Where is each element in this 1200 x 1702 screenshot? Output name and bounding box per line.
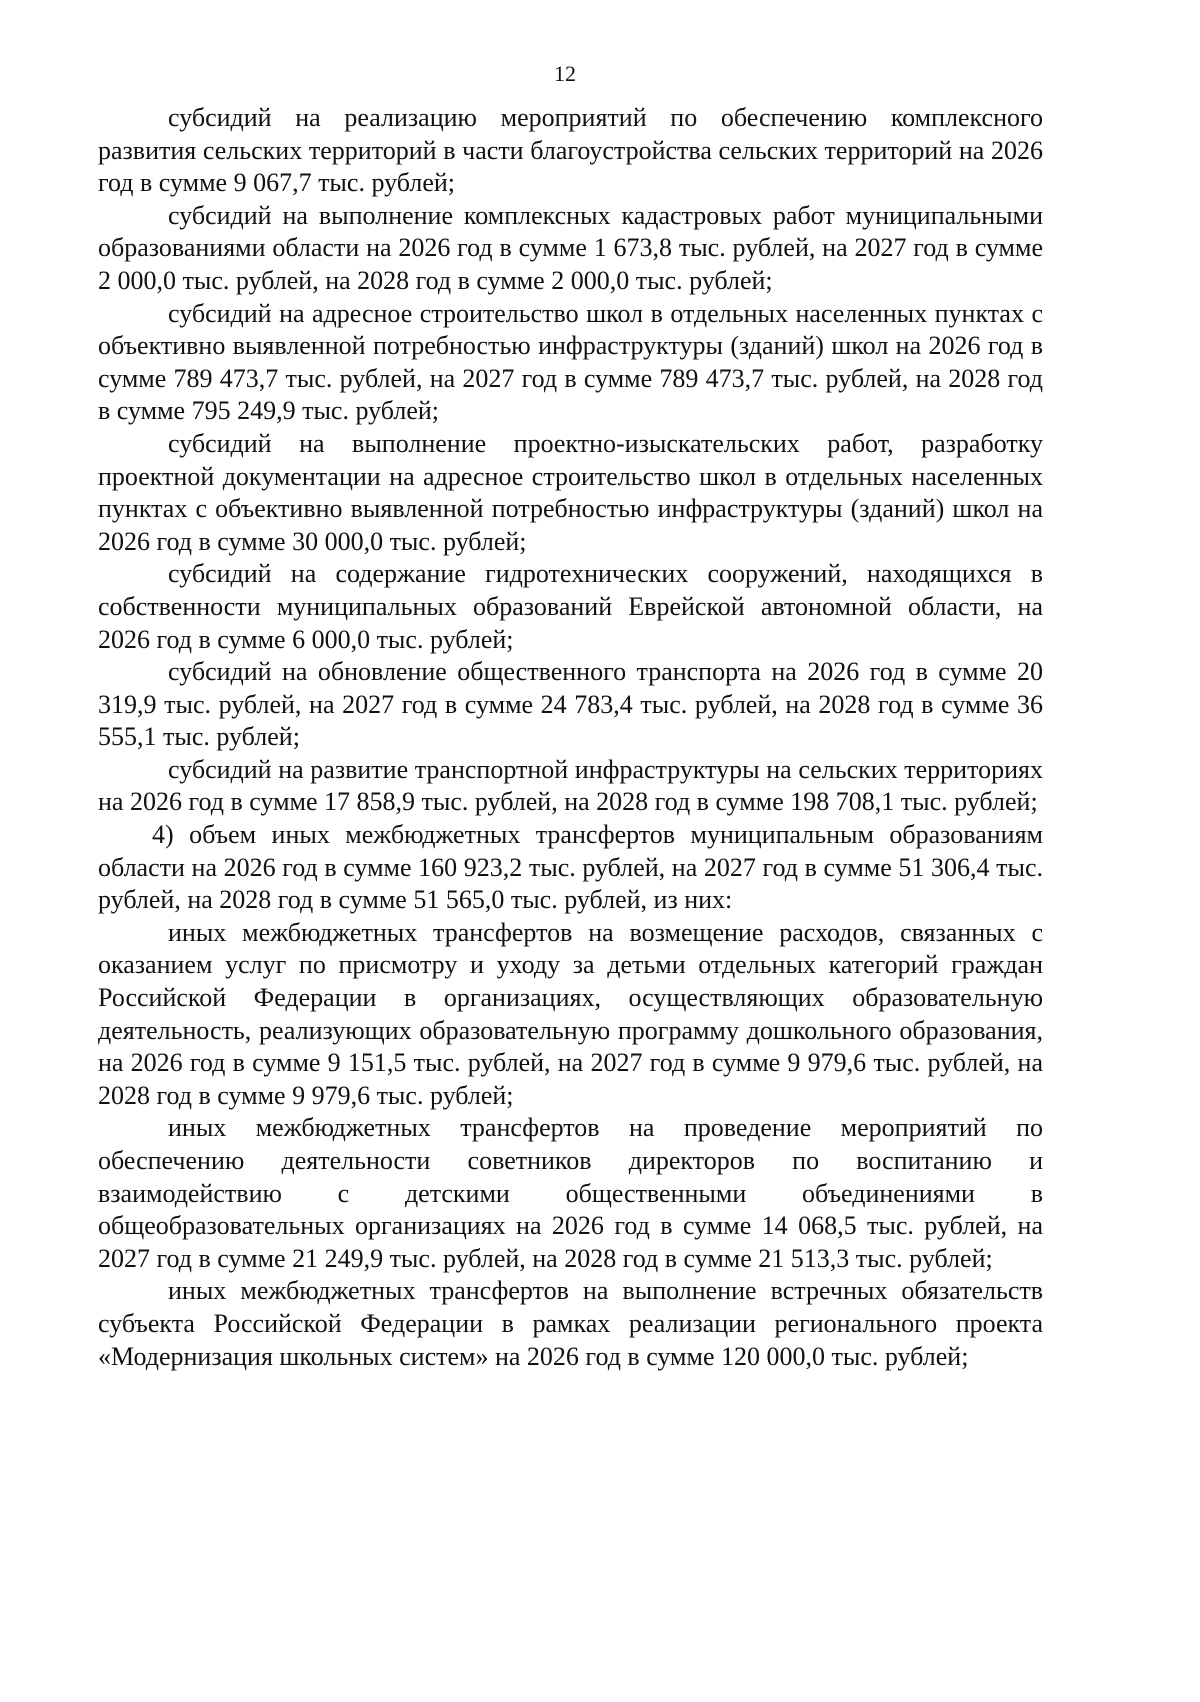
- document-body: [98, 102, 1043, 1373]
- paragraph-rural-improvement-subsidy: субсидий на реализацию мероприятий по обеспечению комплексного развития сельских территорий в части благоустройства сельских территорий на 2026 год в сумме 9 067,7 тыс. рублей;: [98, 103, 1043, 198]
- paragraph-school-design-subsidy: субсидий на выполнение проектно-изыскательских работ, разработку проектной документации на адресное строительство школ в отдельных населенных пунктах с объективно выявленной потребностью инфраструктуры (зданий) школ на 2026 год в сумме 30 000,0 тыс. рублей;: [98, 428, 1043, 556]
- paragraph-rural-transport-subsidy: субсидий на развитие транспортной инфраструктуры на сельских территориях на 2026 год в сумме 17 858,9 тыс. рублей, на 2028 год в сумме 198 708,1 тыс. рублей;: [98, 754, 1043, 817]
- paragraph-interbudget-transfers-item-4: 4) объем иных межбюджетных трансфертов муниципальным образованиям области на 2026 год в сумме 160 923,2 тыс. рублей, на 2027 год в сумме 51 306,4 тыс. рублей, на 2028 год в сумме 51 565,0 тыс. рублей, из них:: [98, 820, 1043, 915]
- paragraph-hydraulic-structures-subsidy: субсидий на содержание гидротехнических сооружений, находящихся в собственности муниципальных образований Еврейской автономной области, на 2026 год в сумме 6 000,0 тыс. рублей;: [98, 559, 1043, 654]
- paragraph-education-advisors-transfers: иных межбюджетных трансфертов на проведение мероприятий по обеспечению деятельности советников директоров по воспитанию и взаимодействию с детскими общественными объединениями в общеобразовательных организациях на 2026 год в сумме 14 068,5 тыс. рублей, на 2027 год в сумме 21 249,9 тыс. рублей, на 2028 год в сумме 21 513,3 тыс. рублей;: [98, 1113, 1043, 1273]
- page-number: 12: [554, 61, 576, 86]
- paragraph-school-modernization-transfers: иных межбюджетных трансфертов на выполнение встречных обязательств субъекта Российской Федерации в рамках реализации регионального проекта «Модернизация школьных систем» на 2026 год в сумме 120 000,0 тыс. рублей;: [98, 1276, 1043, 1371]
- paragraph-public-transport-subsidy: субсидий на обновление общественного транспорта на 2026 год в сумме 20 319,9 тыс. рублей, на 2027 год в сумме 24 783,4 тыс. рублей, на 2028 год в сумме 36 555,1 тыс. рублей;: [98, 657, 1043, 752]
- paragraph-school-construction-subsidy: субсидий на адресное строительство школ в отдельных населенных пунктах с объективно выявленной потребностью инфраструктуры (зданий) школ на 2026 год в сумме 789 473,7 тыс. рублей, на 2027 год в сумме 789 473,7 тыс. рублей, на 2028 год в сумме 795 249,9 тыс. рублей;: [98, 298, 1043, 426]
- paragraph-preschool-care-transfers: иных межбюджетных трансфертов на возмещение расходов, связанных с оказанием услуг по присмотру и уходу за детьми отдельных категорий граждан Российской Федерации в организациях, осуществляющих образовательную деятельность, реализующих образовательную программу дошкольного образования, на 2026 год в сумме 9 151,5 тыс. рублей, на 2027 год в сумме 9 979,6 тыс. рублей, на 2028 год в сумме 9 979,6 тыс. рублей;: [98, 917, 1043, 1110]
- paragraph-cadastral-works-subsidy: субсидий на выполнение комплексных кадастровых работ муниципальными образованиями области на 2026 год в сумме 1 673,8 тыс. рублей, на 2027 год в сумме 2 000,0 тыс. рублей, на 2028 год в сумме 2 000,0 тыс. рублей;: [98, 200, 1043, 295]
